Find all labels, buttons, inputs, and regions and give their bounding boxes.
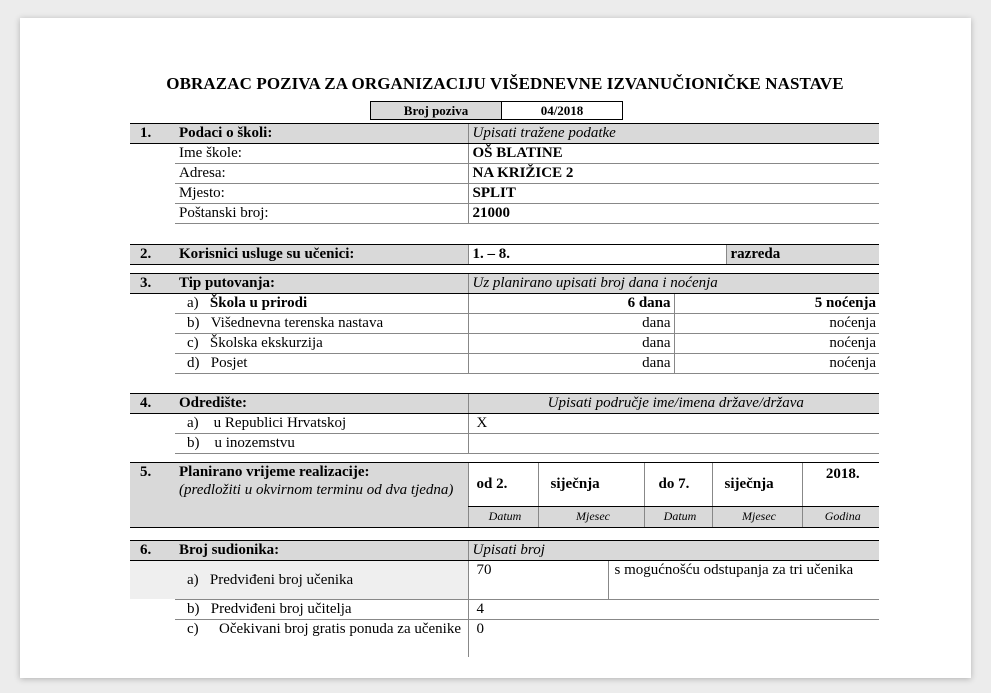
nights-value: noćenja — [674, 334, 879, 354]
section-num: 4. — [130, 394, 175, 414]
row-letter: c) — [187, 335, 199, 351]
destination-row — [175, 414, 468, 434]
row-letter: d) — [187, 355, 200, 371]
section-hint: Upisati tražene podatke — [468, 124, 879, 144]
mjesec-label: Mjesec — [712, 506, 802, 527]
row-letter: b) — [187, 435, 200, 451]
field-label: Poštanski broj: — [175, 204, 468, 224]
field-label: Ime škole: — [175, 144, 468, 164]
mjesec-label: Mjesec — [538, 506, 644, 527]
days-value: dana — [468, 314, 674, 334]
days-value: dana — [468, 354, 674, 374]
row-letter: a) — [187, 295, 199, 311]
students-count: 70 — [468, 561, 608, 600]
destination-row — [175, 434, 468, 454]
gratis-count: 0 — [468, 619, 879, 657]
row-letter: b) — [187, 315, 200, 331]
section-num: 6. — [130, 541, 175, 561]
row-label: Predviđeni broj učitelja — [210, 600, 352, 617]
days-value: 6 dana — [468, 294, 674, 314]
to-day: do 7. — [644, 463, 712, 507]
from-day: od 2. — [468, 463, 538, 507]
to-month: siječnja — [712, 463, 802, 507]
datum-label: Datum — [468, 506, 538, 527]
section-title: Odredište: — [175, 394, 468, 414]
year-value: 2018. — [802, 463, 879, 507]
nights-value: noćenja — [674, 354, 879, 374]
destination-value: X — [468, 414, 879, 434]
section-title: Podaci o školi: — [175, 124, 468, 144]
destination-value — [468, 434, 879, 454]
participant-row — [175, 599, 468, 619]
field-label: Mjesto: — [175, 184, 468, 204]
section-num: 1. — [130, 124, 175, 144]
section-hint: Uz planirano upisati broj dana i noćenja — [468, 274, 879, 294]
students-note: s mogućnošću odstupanja za tri učenika — [608, 561, 879, 600]
section-3-trip-type — [130, 273, 879, 374]
section-title: Planirano vrijeme realizacije: — [179, 464, 370, 480]
days-value: dana — [468, 334, 674, 354]
row-letter: a) — [187, 415, 199, 431]
postal-code-value: 21000 — [468, 204, 879, 224]
trip-type-row — [175, 294, 468, 314]
row-label: Očekivani broj gratis ponuda za učenike — [219, 620, 461, 637]
participant-row — [175, 561, 468, 600]
trip-type-row — [175, 354, 468, 374]
trip-type-row — [175, 334, 468, 354]
form-title: OBRAZAC POZIVA ZA ORGANIZACIJU VIŠEDNEVNE IZVANUČIONIČKE NASTAVE — [166, 74, 844, 93]
section-title-cell — [175, 463, 468, 528]
broj-poziva-label: Broj poziva — [370, 101, 501, 120]
row-label: u inozemstvu — [214, 435, 295, 451]
broj-poziva-box — [370, 101, 623, 120]
section-6-participants — [130, 540, 879, 657]
from-month: siječnja — [538, 463, 644, 507]
row-label: Predviđeni broj učenika — [209, 571, 354, 588]
section-num: 3. — [130, 274, 175, 294]
grades-unit: razreda — [726, 245, 879, 265]
row-label: u Republici Hrvatskoj — [213, 415, 347, 431]
section-2-students — [130, 244, 879, 265]
section-num: 2. — [130, 245, 175, 265]
broj-poziva-value: 04/2018 — [501, 101, 623, 120]
section-subtitle: (predložiti u okvirnom terminu od dva tjedna) — [179, 482, 454, 498]
row-letter: c) — [187, 620, 199, 637]
section-hint: Upisati područje ime/imena države/država — [468, 394, 879, 414]
section-1-school-data — [130, 123, 879, 224]
participant-row — [175, 619, 468, 657]
address-value: NA KRIŽICE 2 — [468, 164, 879, 184]
nights-value: noćenja — [674, 314, 879, 334]
section-title: Tip putovanja: — [175, 274, 468, 294]
teachers-count: 4 — [468, 599, 879, 619]
field-label: Adresa: — [175, 164, 468, 184]
trip-type-row — [175, 314, 468, 334]
school-name-value: OŠ BLATINE — [468, 144, 879, 164]
grades-value: 1. – 8. — [468, 245, 726, 265]
datum-label: Datum — [644, 506, 712, 527]
section-4-destination — [130, 393, 879, 454]
row-label: Škola u prirodi — [209, 295, 308, 311]
section-num: 5. — [130, 463, 175, 528]
row-letter: b) — [187, 600, 200, 617]
row-label: Višednevna terenska nastava — [210, 315, 384, 331]
section-title: Korisnici usluge su učenici: — [175, 245, 468, 265]
section-hint: Upisati broj — [468, 541, 879, 561]
city-value: SPLIT — [468, 184, 879, 204]
row-label: Školska ekskurzija — [209, 335, 323, 351]
row-label: Posjet — [210, 355, 248, 371]
godina-label: Godina — [802, 506, 879, 527]
nights-value: 5 noćenja — [674, 294, 879, 314]
row-letter: a) — [187, 571, 199, 588]
section-title: Broj sudionika: — [175, 541, 468, 561]
section-5-timing — [130, 462, 879, 528]
